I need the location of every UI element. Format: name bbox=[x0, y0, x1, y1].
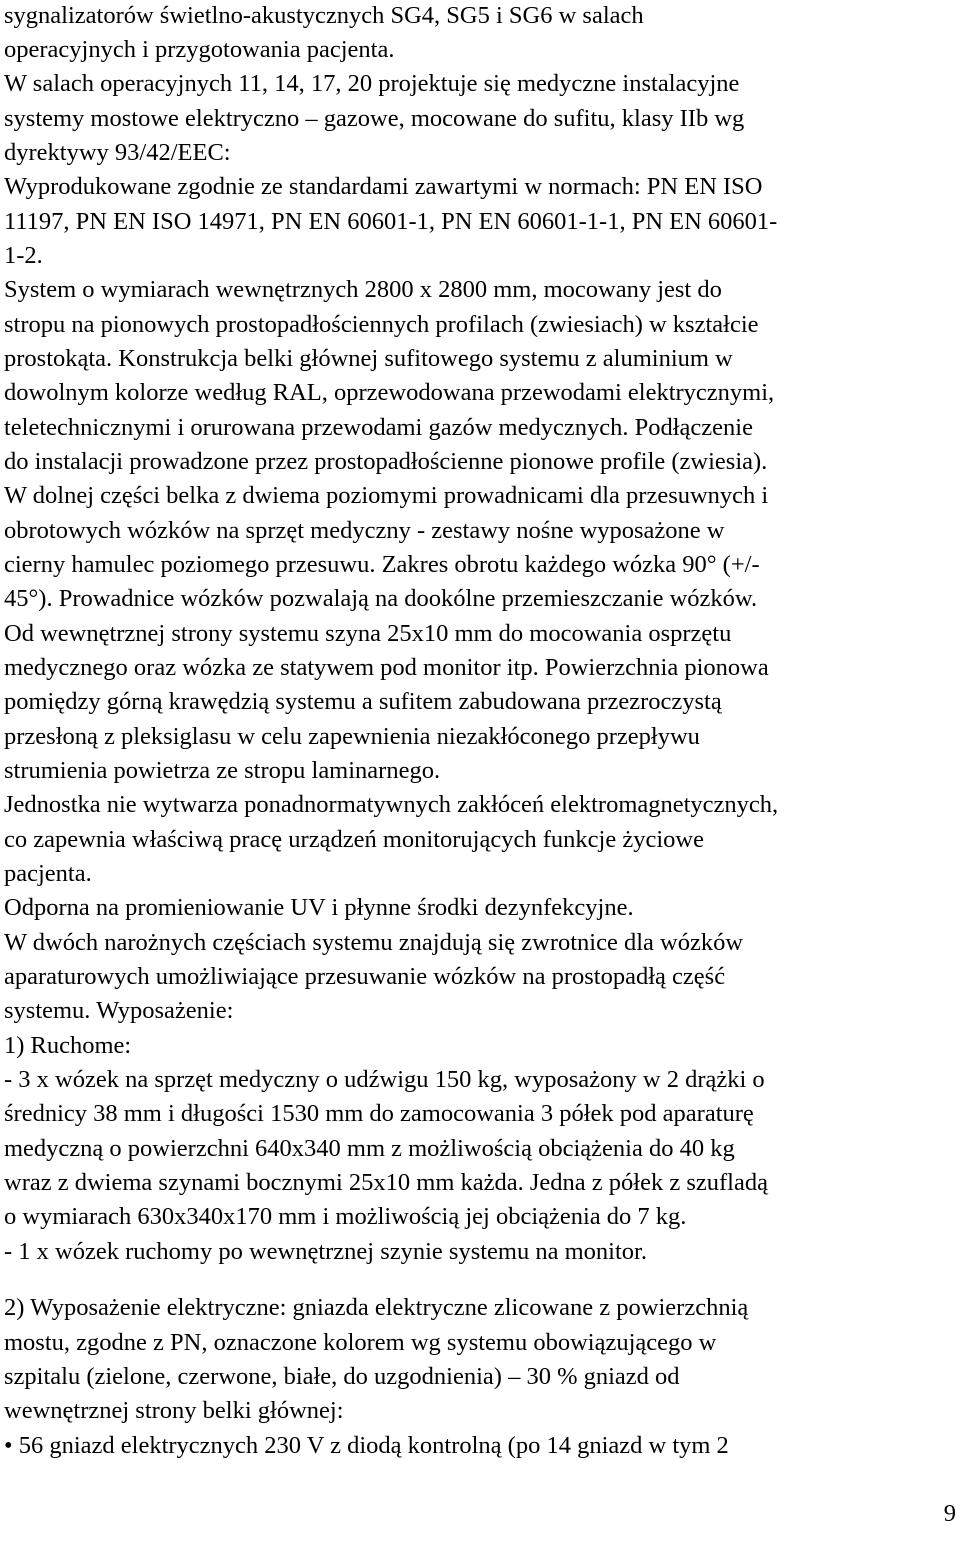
text-line: Jednostka nie wytwarza ponadnormatywnych zakłóceń elektromagnetycznych, bbox=[4, 791, 779, 818]
text-line: systemy mostowe elektryczno – gazowe, mocowane do sufitu, klasy IIb wg bbox=[4, 105, 745, 132]
text-line: Od wewnętrznej strony systemu szyna 25x10 mm do mocowania osprzętu bbox=[4, 620, 732, 647]
text-line: pacjenta. bbox=[4, 860, 92, 887]
text-line: strumienia powietrza ze stropu laminarnego. bbox=[4, 757, 441, 784]
text-line: Wyprodukowane zgodnie ze standardami zawartymi w normach: PN EN ISO bbox=[4, 173, 763, 200]
text-line: prostokąta. Konstrukcja belki głównej sufitowego systemu z aluminium w bbox=[4, 345, 733, 372]
text-line: wewnętrznej strony belki głównej: bbox=[4, 1397, 344, 1424]
text-line: W dwóch narożnych częściach systemu znajdują się zwrotnice dla wózków bbox=[4, 929, 744, 956]
page-number: 9 bbox=[943, 1500, 956, 1527]
text-line: co zapewnia właściwą pracę urządzeń monitorujących funkcje życiowe bbox=[4, 826, 704, 853]
text-line: pomiędzy górną krawędzią systemu a sufitem zabudowana przezroczystą bbox=[4, 688, 722, 715]
text-line: 1) Ruchome: bbox=[4, 1032, 132, 1059]
text-line: System o wymiarach wewnętrznych 2800 x 2800 mm, mocowany jest do bbox=[4, 276, 722, 303]
text-line: średnicy 38 mm i długości 1530 mm do zamocowania 3 półek pod aparaturę bbox=[4, 1100, 754, 1127]
text-line: medycznego oraz wózka ze statywem pod monitor itp. Powierzchnia pionowa bbox=[4, 654, 769, 681]
text-line: systemu. Wyposażenie: bbox=[4, 997, 234, 1024]
text-line: stropu na pionowych prostopadłościennych profilach (zwiesiach) w kształcie bbox=[4, 311, 759, 338]
text-line: - 3 x wózek na sprzęt medyczny o udźwigu 150 kg, wyposażony w 2 drążki o bbox=[4, 1066, 765, 1093]
text-line: przesłoną z pleksiglasu w celu zapewnienia niezakłóconego przepływu bbox=[4, 723, 700, 750]
text-line: o wymiarach 630x340x170 mm i możliwością jej obciążenia do 7 kg. bbox=[4, 1203, 687, 1230]
text-line: medyczną o powierzchni 640x340 mm z możliwością obciążenia do 40 kg bbox=[4, 1135, 735, 1162]
text-line: Odporna na promieniowanie UV i płynne środki dezynfekcyjne. bbox=[4, 894, 634, 921]
text-line: 1-2. bbox=[4, 242, 43, 269]
text-line: 2) Wyposażenie elektryczne: gniazda elektryczne zlicowane z powierzchnią bbox=[4, 1294, 749, 1321]
text-line: sygnalizatorów świetlno-akustycznych SG4, SG5 i SG6 w salach bbox=[4, 2, 644, 29]
text-line: W salach operacyjnych 11, 14, 17, 20 projektuje się medyczne instalacyjne bbox=[4, 70, 740, 97]
text-line: aparaturowych umożliwiające przesuwanie wózków na prostopadłą część bbox=[4, 963, 726, 990]
text-line: 45°). Prowadnice wózków pozwalają na dookólne przemieszczanie wózków. bbox=[4, 585, 758, 612]
text-line: dowolnym kolorze według RAL, oprzewodowana przewodami elektrycznymi, bbox=[4, 379, 775, 406]
text-line: W dolnej części belka z dwiema poziomymi prowadnicami dla przesuwnych i bbox=[4, 482, 769, 509]
text-line: 11197, PN EN ISO 14971, PN EN 60601-1, PN EN 60601-1-1, PN EN 60601- bbox=[4, 208, 778, 235]
text-line: cierny hamulec poziomego przesuwu. Zakres obrotu każdego wózka 90° (+/- bbox=[4, 551, 760, 578]
text-line: teletechnicznymi i orurowana przewodami gazów medycznych. Podłączenie bbox=[4, 414, 753, 441]
text-line: obrotowych wózków na sprzęt medyczny - zestawy nośne wyposażone w bbox=[4, 517, 725, 544]
text-line: operacyjnych i przygotowania pacjenta. bbox=[4, 36, 395, 63]
text-line: szpitalu (zielone, czerwone, białe, do uzgodnienia) – 30 % gniazd od bbox=[4, 1363, 680, 1390]
text-line: wraz z dwiema szynami bocznymi 25x10 mm każda. Jedna z półek z szufladą bbox=[4, 1169, 768, 1196]
text-line: • 56 gniazd elektrycznych 230 V z diodą kontrolną (po 14 gniazd w tym 2 bbox=[4, 1432, 729, 1459]
text-line: - 1 x wózek ruchomy po wewnętrznej szynie systemu na monitor. bbox=[4, 1238, 647, 1265]
text-line: do instalacji prowadzone przez prostopadłościenne pionowe profile (zwiesia). bbox=[4, 448, 768, 475]
text-line: dyrektywy 93/42/EEC: bbox=[4, 139, 231, 166]
text-line: mostu, zgodne z PN, oznaczone kolorem wg systemu obowiązującego w bbox=[4, 1329, 717, 1356]
